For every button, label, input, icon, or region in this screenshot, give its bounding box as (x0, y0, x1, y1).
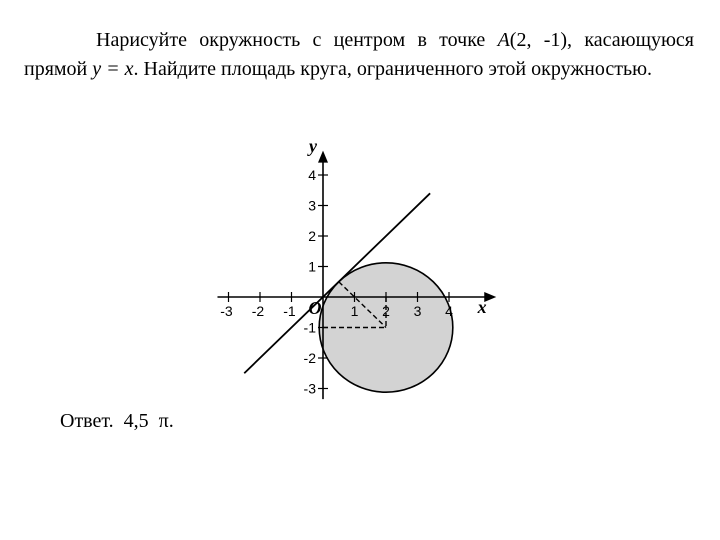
x-tick-label: 4 (445, 303, 453, 319)
line-equation: y = x (92, 58, 134, 80)
x-tick-label: -2 (251, 303, 265, 319)
x-tick-label: 2 (382, 303, 390, 319)
x-tick-label: 3 (413, 303, 422, 319)
answer-period: . (168, 410, 174, 432)
y-tick-label: -2 (303, 350, 316, 366)
x-tick-label: 1 (350, 303, 359, 319)
problem-text-2: касающуюся прямой (24, 29, 694, 80)
y-tick-label: -3 (303, 380, 316, 397)
problem-text-1: Нарисуйте окружность с центром в точке (96, 29, 498, 51)
x-tick-label: -3 (220, 303, 233, 319)
point-coords: (2, -1), (509, 29, 573, 51)
y-axis-arrow (318, 151, 328, 163)
y-axis-label: y (309, 136, 317, 157)
origin-label: O (308, 298, 322, 318)
y-tick-label: -1 (303, 319, 316, 336)
x-tick-label: -1 (283, 303, 296, 319)
y-tick-label: 1 (308, 258, 316, 275)
y-tick-label: 3 (308, 197, 316, 214)
answer-value: 4,5 (123, 410, 149, 432)
answer-label: Ответ. (60, 410, 114, 432)
y-tick-label: 4 (308, 167, 316, 183)
pi-symbol: π (158, 410, 169, 432)
point-name: A (497, 29, 510, 51)
y-tick-label: 2 (308, 228, 316, 244)
answer-line (60, 410, 174, 433)
problem-text-3: . Найдите площадь круга, ограниченного этой окружностью. (133, 58, 653, 80)
x-axis-label: x (477, 297, 487, 317)
